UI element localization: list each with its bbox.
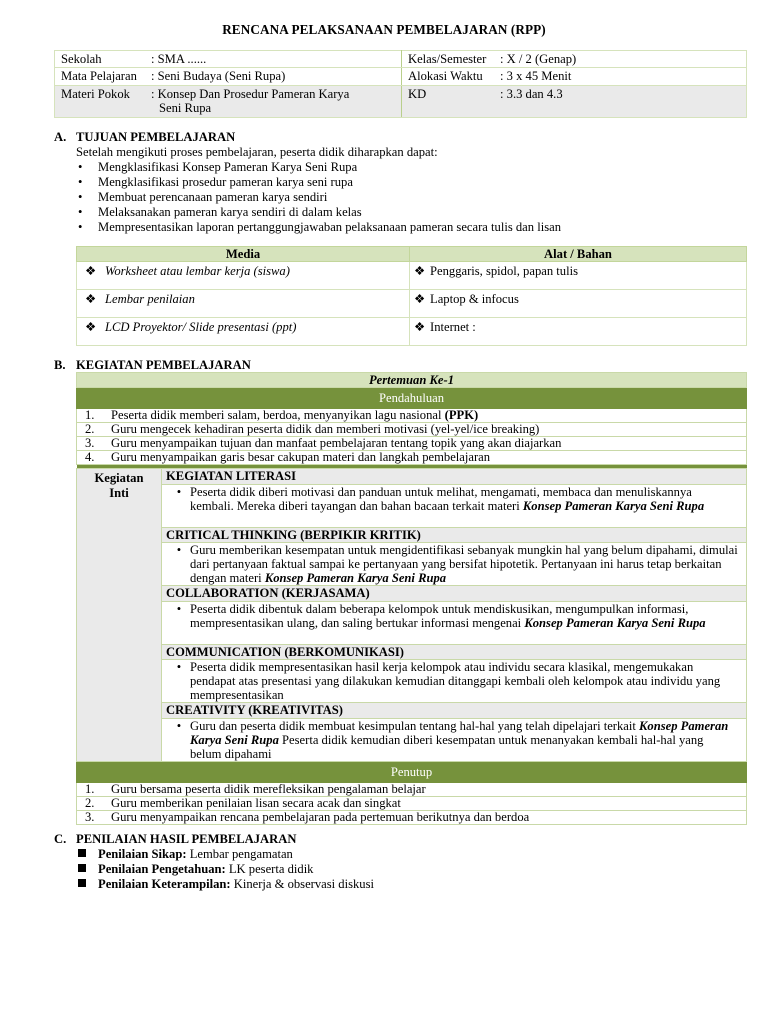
identity-row (55, 85, 747, 117)
identity-table (54, 50, 747, 118)
table-row: 1. Peserta didik memberi salam, berdoa, menyanyikan lagu nasional (PPK) (77, 409, 747, 423)
inti-body: • Peserta didik mempresentasikan hasil kerja kelompok atau individu secara klasikal, mengemukakan pendapat atas presentasi yang dilakukan kemudian ditanggapi kembali oleh kelompok atau individu yang mempresentasikan (162, 660, 747, 703)
assessment-list (98, 847, 374, 892)
field-label: Mata Pelajaran (61, 69, 137, 84)
table-row: 3. Guru menyampaikan tujuan dan manfaat pembelajaran tentang topik yang akan diajarkan (77, 437, 747, 451)
square-bullet-icon (78, 879, 86, 887)
kegiatan-inti-label: Kegiatan Inti (77, 469, 162, 761)
inti-subheading: CRITICAL THINKING (BERPIKIR KRITIK) (162, 527, 747, 542)
media-table (76, 246, 747, 346)
media-header: Media (77, 247, 410, 262)
square-bullet-icon (78, 849, 86, 857)
page-title: RENCANA PELAKSANAAN PEMBELAJARAN (RPP) (222, 22, 546, 37)
inti-subheading: CREATIVITY (KREATIVITAS) (162, 703, 747, 718)
identity-row (55, 68, 747, 85)
field-value-cont: Seni Rupa (159, 101, 212, 116)
pendahuluan-band: Pendahuluan (77, 388, 747, 409)
field-value: : Seni Budaya (Seni Rupa) (151, 69, 286, 84)
field-value: : Konsep Dan Prosedur Pameran Karya (151, 86, 350, 101)
field-value: : 3 x 45 Menit (500, 69, 572, 84)
list-item: Penilaian Keterampilan: Kinerja & observasi diskusi (98, 877, 374, 892)
objectives-list (76, 160, 561, 235)
table-row: 3. Guru menyampaikan rencana pembelajaran pada pertemuan berikutnya dan berdoa (77, 810, 747, 824)
square-bullet-icon (78, 864, 86, 872)
inti-body: • Peserta didik dibentuk dalam beberapa kelompok untuk mendiskusikan, mengumpulkan informasi, mempresentasikan ulang, dan saling bertukar informasi mengenai Konsep Pameran Karya Seni Rupa (162, 601, 747, 644)
meeting-label: Pertemuan Ke-1 (77, 373, 747, 388)
field-value: : X / 2 (Genap) (500, 52, 577, 66)
table-row: 4. Guru menyampaikan garis besar cakupan materi dan langkah pembelajaran (77, 451, 747, 465)
section-a-heading: A. TUJUAN PEMBELAJARAN (54, 130, 236, 144)
inti-body: • Guru dan peserta didik membuat kesimpulan tentang hal-hal yang telah dipelajari terkait Konsep Pameran Karya Seni Rupa Peserta didik kemudian diberi kesempatan untuk menanyakan kembali hal-hal yang belum dipahami (162, 718, 747, 761)
list-item: Penilaian Pengetahuan: LK peserta didik (98, 862, 374, 877)
table-row: ❖ LCD Proyektor/ Slide presentasi (ppt) ❖ Internet : (77, 318, 747, 346)
field-value: : SMA ...... (151, 52, 207, 66)
table-row: ❖ Worksheet atau lembar kerja (siswa) ❖ Penggaris, spidol, papan tulis (77, 262, 747, 290)
list-item: • Mengklasifikasi Konsep Pameran Karya Seni Rupa (78, 160, 358, 174)
section-b-heading: B. KEGIATAN PEMBELAJARAN (54, 358, 251, 372)
list-item: • Membuat perencanaan pameran karya sendiri (78, 190, 328, 204)
penutup-band: Penutup (77, 761, 747, 782)
field-label: KD (408, 86, 427, 101)
table-row: 2. Guru memberikan penilaian lisan secara acak dan singkat (77, 796, 747, 810)
table-row: 1. Guru bersama peserta didik merefleksikan pengalaman belajar (77, 782, 747, 796)
section-c-heading: C. PENILAIAN HASIL PEMBELAJARAN (54, 832, 297, 846)
list-item: • Mengklasifikasi prosedur pameran karya seni rupa (78, 175, 353, 189)
table-row: ❖ Lembar penilaian ❖ Laptop & infocus (77, 290, 747, 318)
section-a-intro: Setelah mengikuti proses pembelajaran, peserta didik diharapkan dapat: (76, 145, 438, 159)
field-label: Kelas/Semester (408, 52, 487, 66)
inti-subheading: KEGIATAN LITERASI (162, 469, 747, 484)
inti-subheading: COMMUNICATION (BERKOMUNIKASI) (162, 644, 747, 659)
identity-row (55, 51, 747, 68)
inti-body: • Guru memberikan kesempatan untuk mengidentifikasi sebanyak mungkin hal yang belum dipahami, dimulai dari pertanyaan faktual sampai ke pertanyaan yang bersifat hipotetik. Pertanyaan ini harus tetap berkaitan dengan materi Konsep Pameran Karya Seni Rupa (162, 543, 747, 586)
list-item: Penilaian Sikap: Lembar pengamatan (98, 847, 374, 862)
field-label: Alokasi Waktu (408, 69, 483, 84)
field-label: Materi Pokok (61, 86, 130, 101)
list-item: • Mempresentasikan laporan pertanggungjawaban pelaksanaan pameran secara tulis dan lisan (78, 220, 561, 234)
tools-header: Alat / Bahan (410, 247, 747, 262)
table-row: 2. Guru mengecek kehadiran peserta didik dan memberi motivasi (yel-yel/ice breaking) (77, 423, 747, 437)
inti-subheading: COLLABORATION (KERJASAMA) (162, 586, 747, 601)
field-label: Sekolah (61, 52, 102, 66)
field-value: : 3.3 dan 4.3 (500, 86, 563, 101)
activities-table (76, 372, 747, 825)
inti-body: • Peserta didik diberi motivasi dan panduan untuk melihat, mengamati, membaca dan menuliskannya kembali. Mereka diberi tayangan dan bahan bacaan terkait materi Konsep Pameran Karya Seni Rupa (162, 484, 747, 527)
list-item: • Melaksanakan pameran karya sendiri di dalam kelas (78, 205, 362, 219)
